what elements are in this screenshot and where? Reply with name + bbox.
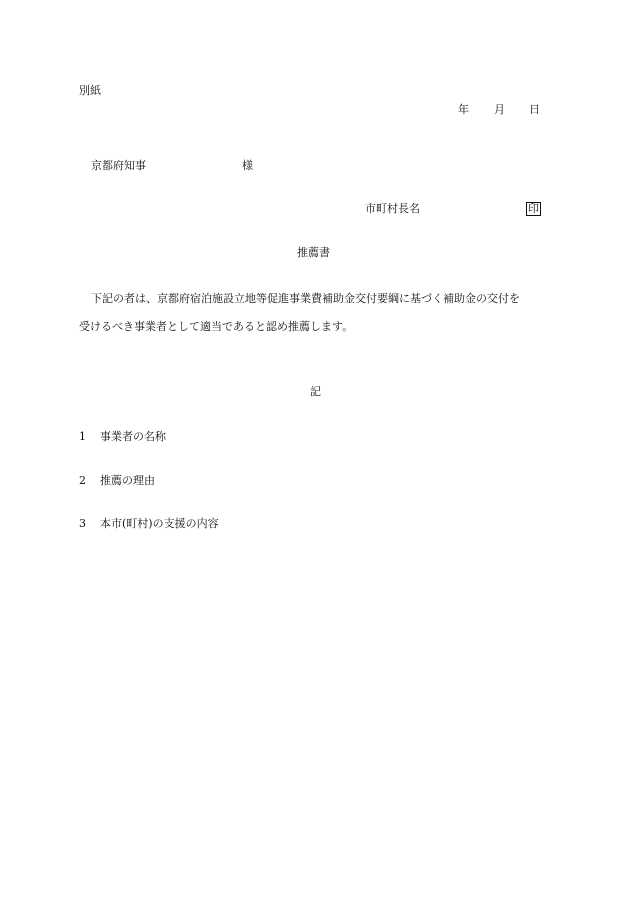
- seal-mark: [526, 202, 541, 216]
- date-year: 年: [458, 103, 469, 116]
- item-number: 3: [79, 517, 86, 530]
- item-number: 1: [79, 430, 86, 443]
- attachment-label: 別紙: [79, 84, 101, 97]
- item-label: 事業者の名称: [100, 430, 166, 443]
- body-line-2: 受けるべき事業者として適当であると認め推薦します。: [79, 320, 354, 333]
- ki-label: 記: [310, 385, 321, 398]
- date-day: 日: [529, 103, 540, 116]
- date-month: 月: [494, 103, 505, 116]
- seal-text: 印: [528, 202, 539, 215]
- sender-title: 市町村長名: [365, 202, 420, 215]
- addressee-name: 京都府知事: [91, 159, 146, 172]
- document-title: 推薦書: [297, 246, 330, 259]
- addressee-honorific: 様: [242, 159, 253, 172]
- body-paragraph: [79, 285, 559, 341]
- item-number: 2: [79, 474, 86, 487]
- item-label: 本市(町村)の支援の内容: [100, 517, 219, 530]
- list-item: [79, 517, 219, 531]
- list-item: [79, 430, 166, 444]
- item-label: 推薦の理由: [100, 474, 155, 487]
- list-item: [79, 474, 155, 488]
- body-line-1: 下記の者は、京都府宿泊施設立地等促進事業費補助金交付要綱に基づく補助金の交付を: [91, 292, 520, 305]
